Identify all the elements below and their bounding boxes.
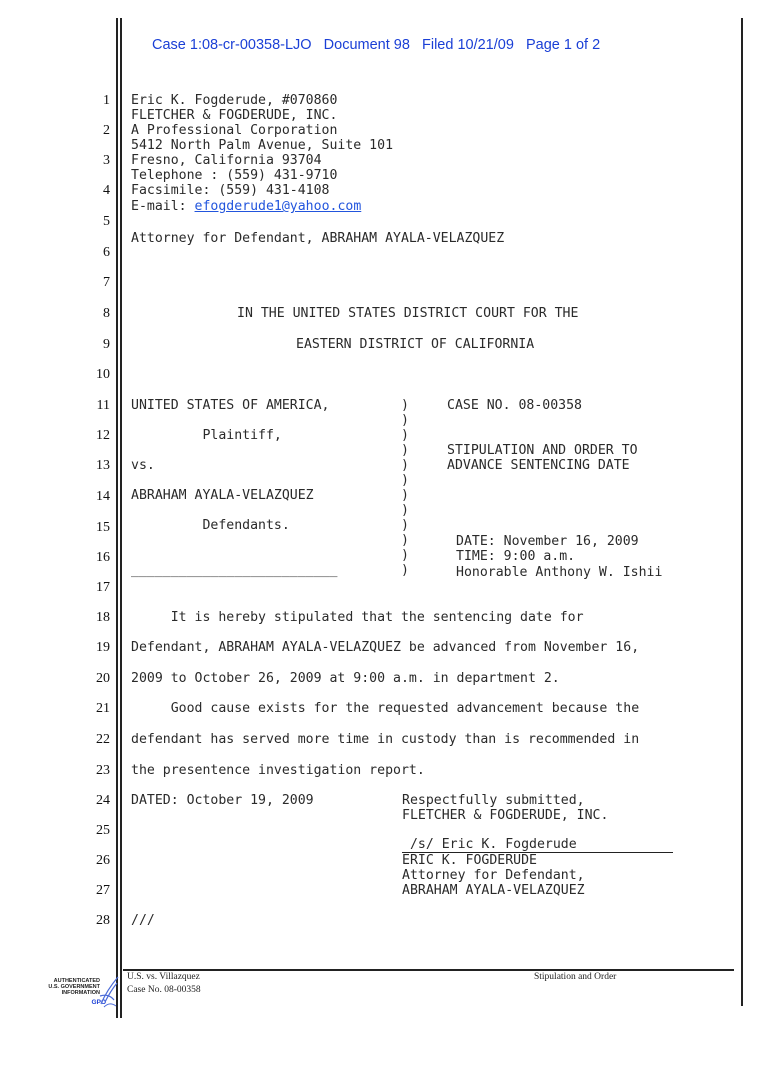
line-number: 24 xyxy=(96,793,110,808)
court-title-line1: IN THE UNITED STATES DISTRICT COURT FOR THE xyxy=(237,306,579,321)
email-label: E-mail: xyxy=(131,199,195,214)
dated-line: DATED: October 19, 2009 xyxy=(131,793,314,808)
line-number: 13 xyxy=(96,458,110,473)
signature-firm: FLETCHER & FOGDERUDE, INC. xyxy=(402,808,609,823)
line-number: 10 xyxy=(96,367,110,382)
eagle-icon xyxy=(98,974,120,1008)
line-number: 5 xyxy=(103,214,110,229)
line-number: 7 xyxy=(103,275,110,290)
right-margin-rule xyxy=(741,18,743,1006)
line-number: 28 xyxy=(96,913,110,928)
footer-doc-title: Stipulation and Order xyxy=(534,972,617,982)
signature-line: /s/ Eric K. Fogderude xyxy=(402,838,673,853)
footer-case-number: Case No. 08-00358 xyxy=(127,985,201,995)
seal-line-1: AUTHENTICATED xyxy=(53,978,100,984)
line-number: 8 xyxy=(103,306,110,321)
signer-role: Attorney for Defendant, xyxy=(402,868,585,883)
line-number: 12 xyxy=(96,428,110,443)
line-number: 19 xyxy=(96,640,110,655)
case-header: Case 1:08-cr-00358-LJO Document 98 Filed 10/21/09 Page 1 of 2 xyxy=(152,37,601,53)
line-number: 15 xyxy=(96,520,110,535)
attorney-firm: FLETCHER & FOGDERUDE, INC. xyxy=(131,108,338,123)
attorney-for: Attorney for Defendant, ABRAHAM AYALA-VELAZQUEZ xyxy=(131,231,505,246)
line-number: 20 xyxy=(96,671,110,686)
attorney-email-row xyxy=(131,199,361,214)
line-number: 6 xyxy=(103,245,110,260)
line-number: 9 xyxy=(103,337,110,352)
line-number: 23 xyxy=(96,763,110,778)
attorney-street: 5412 North Palm Avenue, Suite 101 xyxy=(131,138,394,153)
signer-name: ERIC K. FOGDERUDE xyxy=(402,853,537,868)
judge-name: Honorable Anthony W. Ishii xyxy=(456,565,663,580)
line-number: 27 xyxy=(96,883,110,898)
line-number: 14 xyxy=(96,489,110,504)
body-line-20: 2009 to October 26, 2009 at 9:00 a.m. in department 2. xyxy=(131,671,560,686)
document-title-line1: STIPULATION AND ORDER TO xyxy=(447,443,638,458)
seal-line-2: U.S. GOVERNMENT xyxy=(48,984,100,990)
line-number: 4 xyxy=(103,183,110,198)
line-number: 3 xyxy=(103,153,110,168)
line-number: 25 xyxy=(96,823,110,838)
attorney-fax: Facsimile: (559) 431-4108 xyxy=(131,183,330,198)
body-line-23: the presentence investigation report. xyxy=(131,763,425,778)
document-title-line2: ADVANCE SENTENCING DATE xyxy=(447,458,630,473)
line-number: 17 xyxy=(96,580,110,595)
left-margin-rule-outer xyxy=(116,18,118,1018)
case-number: CASE NO. 08-00358 xyxy=(447,398,582,413)
hearing-date: DATE: November 16, 2009 xyxy=(456,534,639,549)
attorney-phone: Telephone : (559) 431-9710 xyxy=(131,168,338,183)
attorney-name: Eric K. Fogderude, #070860 xyxy=(131,93,338,108)
attorney-corp: A Professional Corporation xyxy=(131,123,338,138)
line-number: 1 xyxy=(103,93,110,108)
body-line-18: It is hereby stipulated that the sentencing date for xyxy=(131,610,584,625)
line-number: 16 xyxy=(96,550,110,565)
attorney-city: Fresno, California 93704 xyxy=(131,153,322,168)
body-line-21: Good cause exists for the requested advancement because the xyxy=(131,701,640,716)
signer-client: ABRAHAM AYALA-VELAZQUEZ xyxy=(402,883,585,898)
seal-line-3: INFORMATION xyxy=(61,990,100,996)
body-line-19: Defendant, ABRAHAM AYALA-VELAZQUEZ be advanced from November 16, xyxy=(131,640,640,655)
court-title-line2: EASTERN DISTRICT OF CALIFORNIA xyxy=(296,337,535,352)
left-margin-rule-inner xyxy=(120,18,122,1018)
email-link[interactable]: efogderude1@yahoo.com xyxy=(194,199,362,214)
line-number: 11 xyxy=(96,398,110,413)
line-number: 21 xyxy=(96,701,110,716)
line-number: 22 xyxy=(96,732,110,747)
seal-line-4: GPO xyxy=(91,999,106,1006)
respectfully-submitted: Respectfully submitted, xyxy=(402,793,585,808)
body-line-22: defendant has served more time in custody than is recommended in xyxy=(131,732,640,747)
caption-parens: ) ) ) ) ) ) ) ) ) ) ) ) xyxy=(401,398,409,578)
hearing-time: TIME: 9:00 a.m. xyxy=(456,549,576,564)
caption-left: UNITED STATES OF AMERICA, Plaintiff, vs. ABRAHAM AYALA-VELAZQUEZ Defendants. __________________________ xyxy=(131,398,338,578)
footer-rule xyxy=(123,969,734,971)
continuation-slashes: /// xyxy=(131,913,155,928)
gpo-authentication-seal xyxy=(40,970,120,1012)
line-number: 26 xyxy=(96,853,110,868)
line-number: 2 xyxy=(103,123,110,138)
line-number: 18 xyxy=(96,610,110,625)
footer-case-title: U.S. vs. Villazquez xyxy=(127,972,200,982)
